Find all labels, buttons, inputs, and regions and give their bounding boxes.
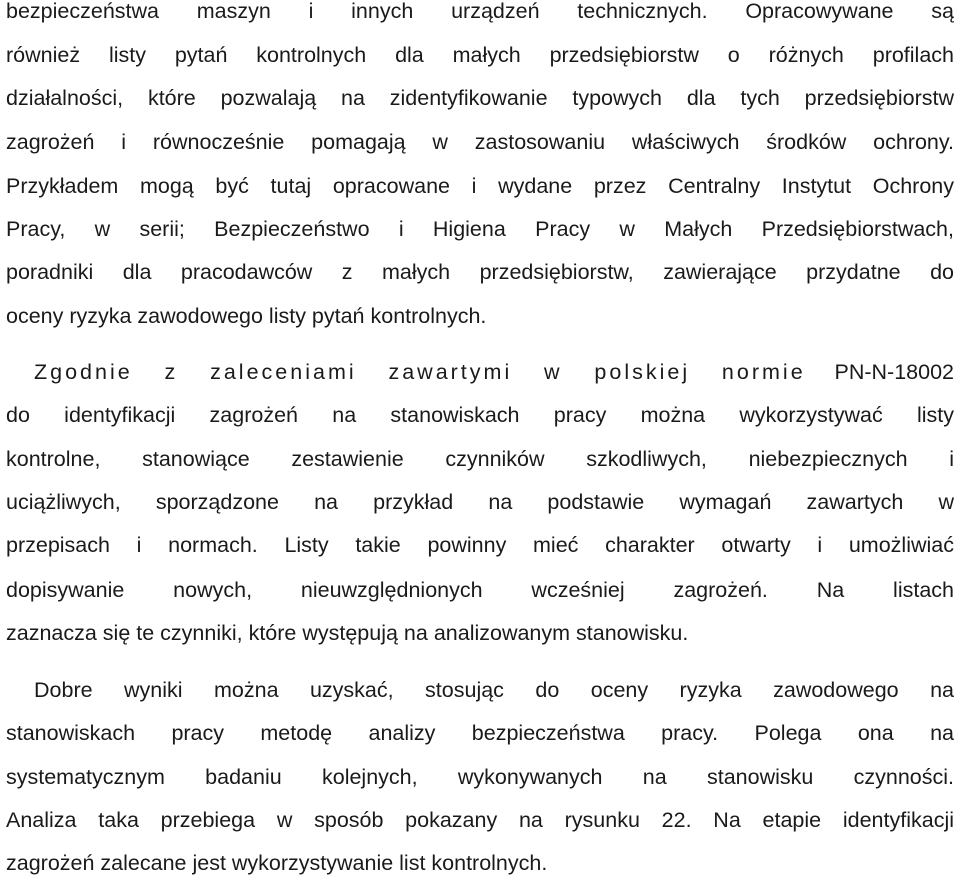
text-line: oceny ryzyka zawodowego listy pytań kontrolnych. bbox=[6, 304, 487, 328]
text-line: zaznacza się te czynniki, które występują na analizowanym stanowisku. bbox=[6, 621, 689, 645]
text-line: stanowiskach pracy metodę analizy bezpieczeństwa pracy. Polega ona na bbox=[6, 721, 954, 745]
standard-code: PN-N-18002 bbox=[834, 360, 954, 384]
text-line: Przykładem mogą być tutaj opracowane i wydane przez Centralny Instytut Ochrony bbox=[6, 174, 954, 198]
text-line: poradniki dla pracodawców z małych przedsiębiorstw, zawierające przydatne do bbox=[6, 260, 954, 284]
text-line: zagrożeń zalecane jest wykorzystywanie list kontrolnych. bbox=[6, 851, 548, 875]
text-line: do identyfikacji zagrożeń na stanowiskach pracy można wykorzystywać listy bbox=[6, 403, 954, 427]
spaced-phrase: Zgodnie z zaleceniami zawartymi w polskiej normie bbox=[34, 360, 806, 384]
text-line: przepisach i normach. Listy takie powinny mieć charakter otwarty i umożliwiać bbox=[6, 533, 954, 557]
text-line: kontrolne, stanowiące zestawienie czynników szkodliwych, niebezpiecznych i bbox=[6, 447, 954, 471]
text-line: działalności, które pozwalają na zidentyfikowanie typowych dla tych przedsiębiorstw bbox=[6, 86, 954, 110]
text-line: Analiza taka przebiega w sposób pokazany na rysunku 22. Na etapie identyfikacji bbox=[6, 808, 954, 832]
text-line: Dobre wyniki można uzyskać, stosując do oceny ryzyka zawodowego na bbox=[34, 678, 954, 702]
text-line: również listy pytań kontrolnych dla małych przedsiębiorstw o różnych profilach bbox=[6, 43, 954, 67]
text-line: bezpieczeństwa maszyn i innych urządzeń technicznych. Opracowywane są bbox=[6, 0, 954, 23]
text-line: systematycznym badaniu kolejnych, wykonywanych na stanowisku czynności. bbox=[6, 765, 954, 789]
text-line bbox=[34, 357, 954, 387]
text-line: dopisywanie nowych, nieuwzględnionych wcześniej zagrożeń. Na listach bbox=[6, 578, 954, 602]
text-line: uciążliwych, sporządzone na przykład na podstawie wymagań zawartych w bbox=[6, 490, 954, 514]
text-line: Pracy, w serii; Bezpieczeństwo i Higiena Pracy w Małych Przedsiębiorstwach, bbox=[6, 217, 954, 241]
text-line: zagrożeń i równocześnie pomagają w zastosowaniu właściwych środków ochrony. bbox=[6, 130, 954, 154]
